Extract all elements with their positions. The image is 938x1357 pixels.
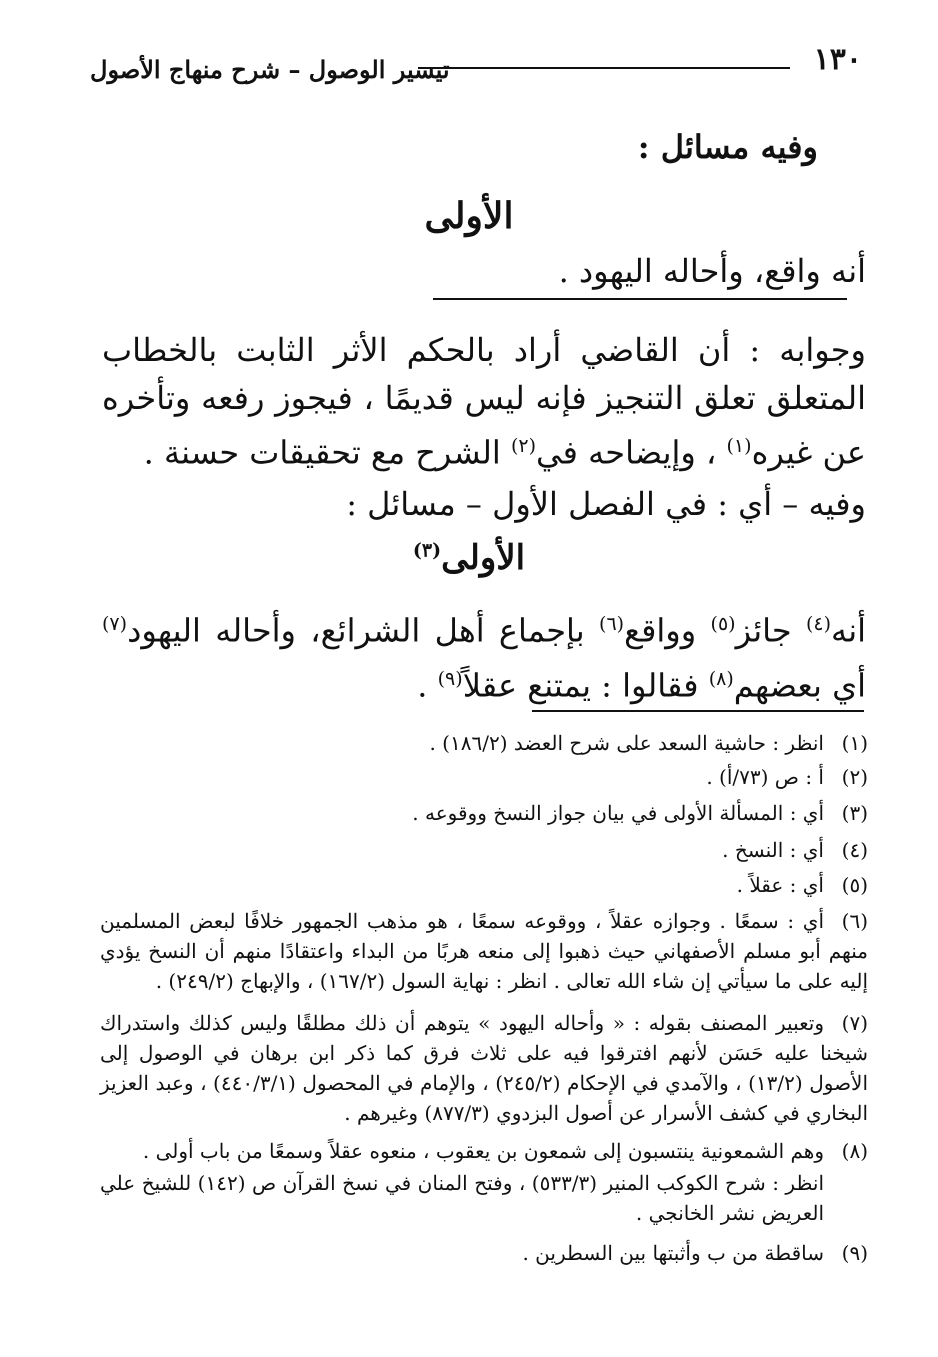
intro-line-2: وفيه – أي : في الفصل الأول – مسائل :	[346, 485, 866, 523]
matn2-phrase-4: بإجماع أهل الشرائع، وأحاله اليهود	[127, 611, 585, 650]
footnote-text: أي : النسخ .	[722, 838, 824, 862]
footnote-text: أي : سمعًا . وجوازه عقلاً ، ووقوعه سمعًا ، هو مذهب الجمهور خلافًا لبعض المسلمين منهم أبو مسلم الأصفهاني حيث ذهبوا إلى منعه هربًا من البداء واعتقادًا منهم أن النسخ يؤدي إليه على ما سيأتي إن شاء الله تعالى . انظر : نهاية السول (١٦٧/٢) ، والإبهاج (٢٤٩/٢) .	[100, 909, 868, 993]
footnote-3	[100, 798, 868, 828]
matn-text-1: أنه واقع، وأحاله اليهود .	[558, 252, 866, 290]
footnote-text: انظر : حاشية السعد على شرح العضد (١٨٦/٢) .	[429, 731, 824, 755]
footnote-number: (٩)	[841, 1241, 868, 1265]
footnote-text: أي : المسألة الأولى في بيان جواز النسخ ووقوعه .	[412, 801, 824, 825]
header-rule	[418, 67, 790, 69]
footnote-number: (٦)	[841, 909, 868, 933]
commentary-text-c: الشرح مع تحقيقات حسنة .	[143, 433, 501, 472]
footnote-text: انظر : شرح الكوكب المنير (٥٣٣/٣) ، وفتح المنان في نسخ القرآن ص (١٤٢) للشيخ علي العريض نشر الخانجي .	[100, 1171, 824, 1225]
matn-text-2	[102, 600, 866, 709]
footnote-8-continuation	[100, 1168, 824, 1228]
footnote-number: (٨)	[841, 1139, 868, 1163]
footnote-number: (١)	[841, 731, 868, 755]
footnote-9	[100, 1238, 868, 1268]
footnote-number: (٧)	[841, 1011, 868, 1035]
footnote-6	[100, 906, 868, 996]
footnote-ref-1: (١)	[726, 435, 752, 457]
footnote-7	[100, 1008, 868, 1128]
footnote-text: أي : عقلاً .	[736, 873, 824, 897]
matn2-word-1: أنه	[831, 611, 866, 650]
footnote-text: أ : ص (٧٣/أ) .	[706, 765, 824, 789]
footnote-4	[100, 835, 868, 865]
footnote-2	[100, 762, 868, 792]
heading-second-text: الأولى	[441, 538, 526, 578]
matn2-word-3: وواقع	[624, 611, 697, 650]
footnote-ref-6: (٦)	[599, 613, 625, 635]
footnote-ref-7: (٧)	[102, 613, 128, 635]
footnote-text: ساقطة من ب وأثبتها بين السطرين .	[522, 1241, 824, 1265]
commentary-paragraph	[102, 326, 866, 477]
footnote-number: (٤)	[841, 838, 868, 862]
footnote-ref-3: (٣)	[412, 539, 442, 562]
footnote-text: وتعبير المصنف بقوله : « وأحاله اليهود » يتوهم أن ذلك مطلقًا وليس كذلك واستدراك شيخنا عليه حَسَن لأنهم افترقوا فيه على ثلاث فرق كما ذكر ابن برهان في الوصول إلى الأصول (١٣/٢) ، والآمدي في الإحكام (٢٤٥/٢) ، والإمام في المحصول (٤٤٠/٣/١) ، وعبد العزيز البخاري في كشف الأسرار عن أصول البزدوي (٨٧٧/٣) وغيرهم .	[100, 1011, 869, 1125]
footnote-ref-2: (٢)	[510, 435, 536, 457]
running-title: تيسير الوصول – شرح منهاج الأصول	[90, 55, 450, 84]
footnote-ref-9: (٩)	[437, 667, 463, 690]
commentary-text-b: ، وإيضاحه في	[536, 433, 717, 472]
footnote-number: (٣)	[841, 801, 868, 825]
footnote-ref-4: (٤)	[805, 613, 832, 635]
footnote-text: وهم الشمعونية ينتسبون إلى شمعون بن يعقوب ، منعوه عقلاً وسمعًا من باب أولى .	[142, 1139, 824, 1163]
footnote-5	[100, 870, 868, 900]
footnote-ref-5: (٥)	[710, 613, 736, 635]
matn-underline-2	[532, 710, 864, 712]
footnote-number: (٢)	[841, 765, 868, 789]
matn2-phrase-5: أي بعضهم	[733, 666, 866, 705]
page-number: ١٣٠	[813, 42, 862, 77]
intro-line: وفيه مسائل :	[637, 128, 818, 166]
section-heading-second	[0, 538, 938, 578]
matn2-phrase-6: فقالوا : يمتنع عقلاً	[462, 666, 699, 705]
footnote-ref-8: (٨)	[708, 667, 734, 690]
matn2-end: .	[417, 666, 428, 705]
matn2-word-2: جائز	[735, 611, 792, 650]
commentary-text-a: وجوابه : أن القاضي أراد بالحكم الأثر الثابت بالخطاب المتعلق تعلق التنجيز فإنه ليس قديمًا ، فيجوز رفعه وتأخره عن غيره	[102, 331, 866, 472]
footnote-number: (٥)	[841, 873, 868, 897]
footnote-8	[100, 1136, 868, 1166]
footnote-1	[100, 728, 868, 758]
matn-underline-1	[433, 298, 847, 300]
section-heading-first: الأولى	[424, 195, 514, 237]
